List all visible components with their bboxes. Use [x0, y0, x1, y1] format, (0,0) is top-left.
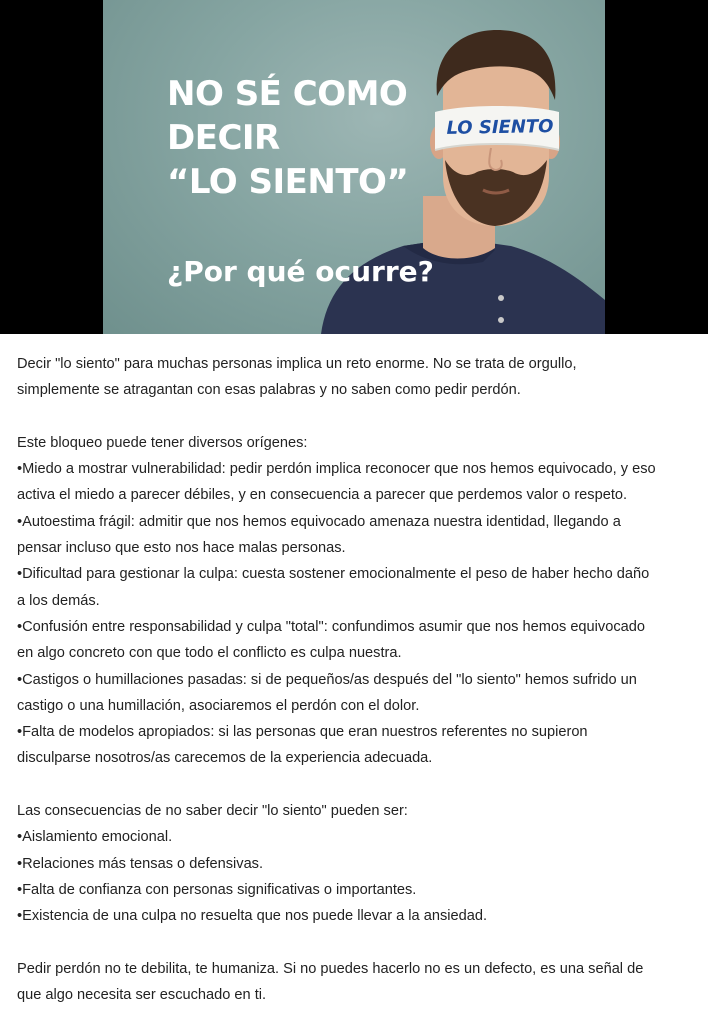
paragraph-gap [17, 404, 697, 430]
cause-line: activa el miedo a parecer débiles, y en consecuencia a parecer que perdemos valor o respeto. [17, 487, 628, 504]
cause-line: •Confusión entre responsabilidad y culpa "total": confundimos asumir que nos hemos equivocado [17, 618, 645, 635]
causes-heading: Este bloqueo puede tener diversos orígenes: [17, 434, 308, 451]
consequence-item: •Relaciones más tensas o defensivas. [17, 855, 264, 872]
headline-line-3: “LO SIENTO” [167, 162, 409, 202]
hero-poster [103, 0, 605, 334]
consequence-item: •Aislamiento emocional. [17, 829, 173, 846]
cause-line: pensar incluso que esto nos hace malas personas. [17, 540, 346, 557]
cause-line: a los demás. [17, 592, 100, 609]
poster-headline [167, 72, 408, 204]
paragraph-gap [17, 772, 697, 798]
hero-image-frame [0, 0, 708, 334]
consequence-item: •Existencia de una culpa no resuelta que nos puede llevar a la ansiedad. [17, 908, 487, 925]
article-body [17, 351, 697, 1008]
intro-line-1: Decir "lo siento" para muchas personas implica un reto enorme. No se trata de orgullo, [17, 356, 577, 372]
cause-line: en algo concreto con que todo el conflicto es culpa nuestra. [17, 645, 402, 662]
closing-line-1: Pedir perdón no te debilita, te humaniza. Si no puedes hacerlo no es un defecto, es una señal de [17, 960, 644, 977]
consequences-heading: Las consecuencias de no saber decir "lo siento" pueden ser: [17, 803, 408, 820]
headline-line-2: DECIR [167, 118, 280, 158]
cause-line: disculparse nosotros/as carecemos de la experiencia adecuada. [17, 750, 433, 767]
cause-line: •Autoestima frágil: admitir que nos hemos equivocado amenaza nuestra identidad, llegando a [17, 513, 621, 530]
cause-line: •Falta de modelos apropiados: si las personas que eran nuestros referentes no supieron [17, 724, 588, 741]
paragraph-gap [17, 930, 697, 956]
cause-line: •Castigos o humillaciones pasadas: si de pequeños/as después del "lo siento" hemos sufrido un [17, 671, 637, 688]
intro-line-2: simplemente se atragantan con esas palabras y no saben como pedir perdón. [17, 382, 521, 399]
blindfold-label: LO SIENTO [446, 116, 554, 139]
headline-line-1: NO SÉ COMO [167, 74, 408, 114]
closing-line-2: que algo necesita ser escuchado en ti. [17, 987, 267, 1004]
cause-line: •Dificultad para gestionar la culpa: cuesta sostener emocionalmente el peso de haber hecho daño [17, 566, 650, 583]
cause-line: castigo o una humillación, asociaremos el perdón con el dolor. [17, 697, 420, 714]
poster-subheadline: ¿Por qué ocurre? [167, 255, 434, 288]
consequence-item: •Falta de confianza con personas significativas o importantes. [17, 881, 417, 898]
cause-line: •Miedo a mostrar vulnerabilidad: pedir perdón implica reconocer que nos hemos equivocado, y eso [17, 461, 656, 478]
